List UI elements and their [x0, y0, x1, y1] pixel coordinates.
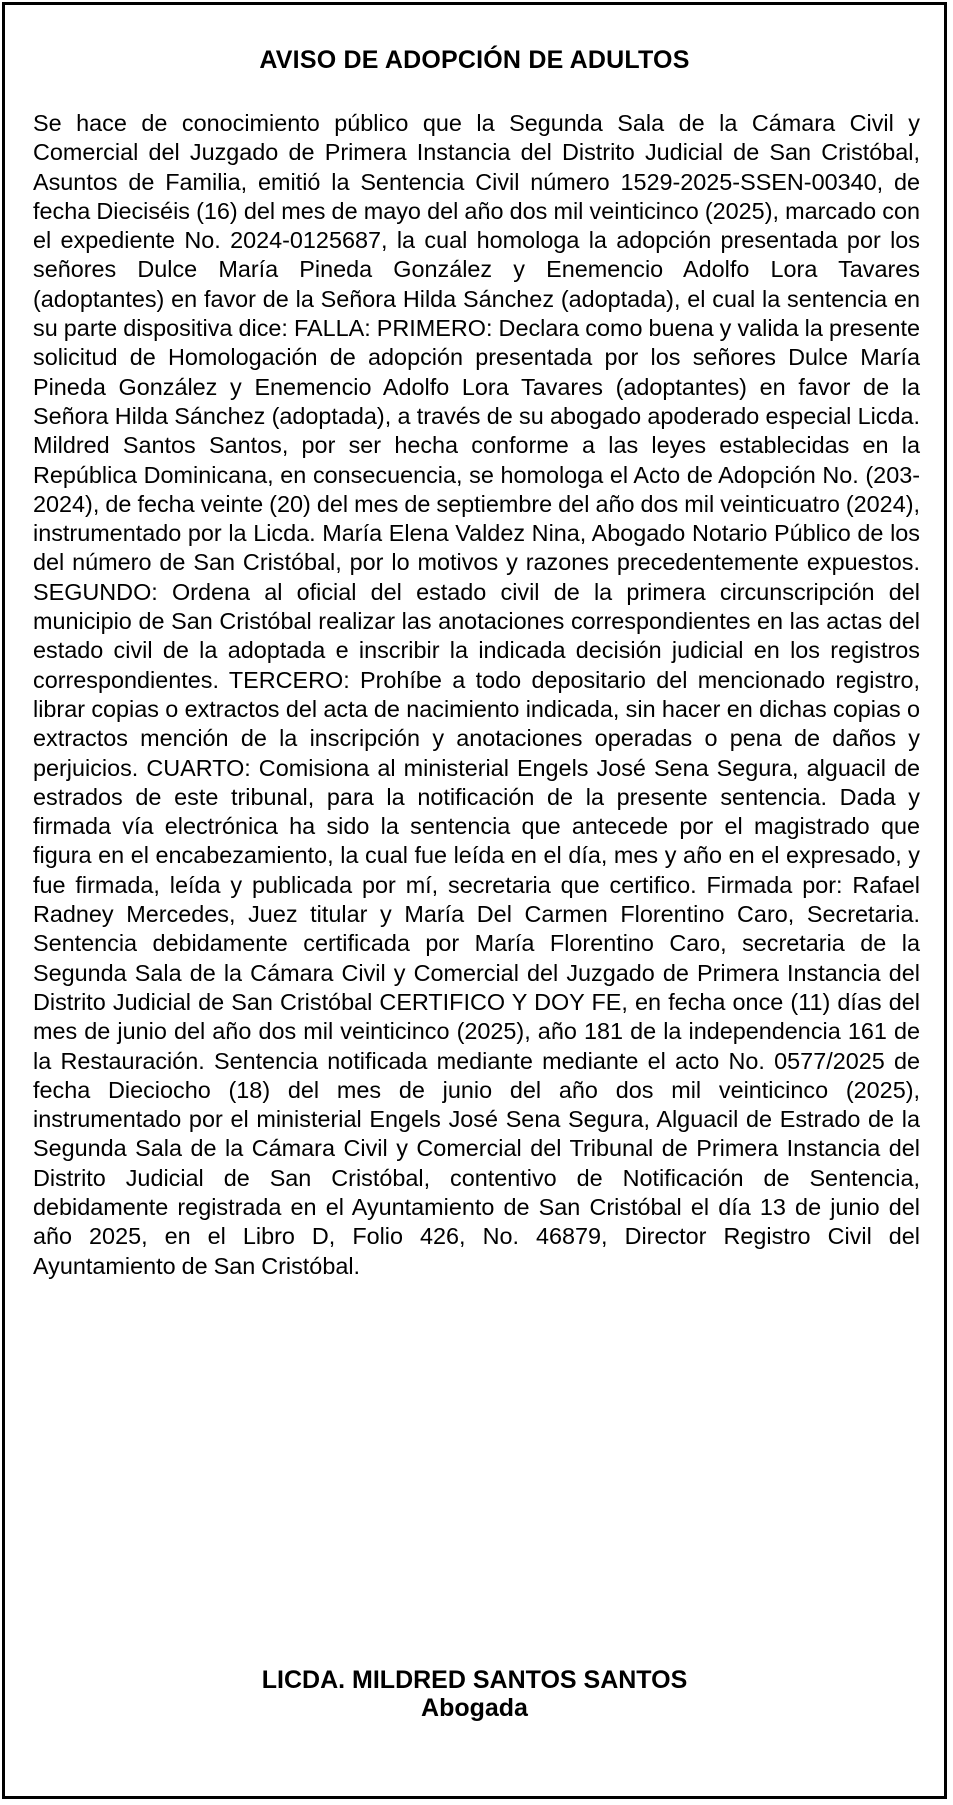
- notice-body: Se hace de conocimiento público que la Segunda Sala de la Cámara Civil y Comercial del Juzgado de Primera Instancia del Distrito Judicial de San Cristóbal, Asuntos de Familia, emitió la Sentencia Civil número 1529-2025-SSEN-00340, de fecha Dieciséis (16) del mes de mayo del año dos mil veinticinco (2025), marcado con el expediente No. 2024-0125687, la cual homologa la adopción presentada por los señores Dulce María Pineda González y Enemencio Adolfo Lora Tavares (adoptantes) en favor de la Señora Hilda Sánchez (adoptada), el cual la sentencia en su parte dispositiva dice: FALLA: PRIMERO: Declara como buena y valida la presente solicitud de Homologación de adopción presentada por los señores Dulce María Pineda González y Enemencio Adolfo Lora Tavares (adoptantes) en favor de la Señora Hilda Sánchez (adoptada), a través de su abogado apoderado especial Licda. Mildred Santos Santos, por ser hecha conforme a las leyes establecidas en la República Dominicana, en consecuencia, se homologa el Acto de Adopción No. (203-2024), de fecha veinte (20) del mes de septiembre del año dos mil veinticuatro (2024), instrumentado por la Licda. María Elena Valdez Nina, Abogado Notario Público de los del número de San Cristóbal, por lo motivos y razones precedentemente expuestos. SEGUNDO: Ordena al oficial del estado civil de la primera circunscripción del municipio de San Cristóbal realizar las anotaciones correspondientes en las actas del estado civil de la adoptada e inscribir la indicada decisión judicial en los registros correspondientes. TERCERO: Prohíbe a todo depositario del mencionado registro, librar copias o extractos del acta de nacimiento indicada, sin hacer en dichas copias o extractos mención de la inscripción y anotaciones operadas o pena de daños y perjuicios. CUARTO: Comisiona al ministerial Engels José Sena Segura, alguacil de estrados de este tribunal, para la notificación de la presente sentencia. Dada y firmada vía electrónica ha sido la sentencia que antecede por el magistrado que figura en el encabezamiento, la cual fue leída en el día, mes y año en el expresado, y fue firmada, leída y publicada por mí, secretaria que certifico. Firmada por: Rafael Radney Mercedes, Juez titular y María Del Carmen Florentino Caro, Secretaria. Sentencia debidamente certificada por María Florentino Caro, secretaria de la Segunda Sala de la Cámara Civil y Comercial del Juzgado de Primera Instancia del Distrito Judicial de San Cristóbal CERTIFICO Y DOY FE, en fecha once (11) días del mes de junio del año dos mil veinticinco (2025), año 181 de la independencia 161 de la Restauración. Sentencia notificada mediante mediante el acto No. 0577/2025 de fecha Dieciocho (18) del mes de junio del año dos mil veinticinco (2025), instrumentado por el ministerial Engels José Sena Segura, Alguacil de Estrado de la Segunda Sala de la Cámara Civil y Comercial del Tribunal de Primera Instancia del Distrito Judicial de San Cristóbal, contentivo de Notificación de Sentencia, debidamente registrada en el Ayuntamiento de San Cristóbal el día 13 de junio del año 2025, en el Libro D, Folio 426, No. 46879, Director Registro Civil del Ayuntamiento de San Cristóbal.: [33, 110, 920, 1279]
- notice-frame: [2, 2, 947, 1799]
- signature-name: LICDA. MILDRED SANTOS SANTOS: [261, 1666, 688, 1694]
- signature-block: [5, 1666, 944, 1722]
- signature-role: Abogada: [421, 1694, 528, 1722]
- notice-title: AVISO DE ADOPCIÓN DE ADULTOS: [259, 46, 690, 74]
